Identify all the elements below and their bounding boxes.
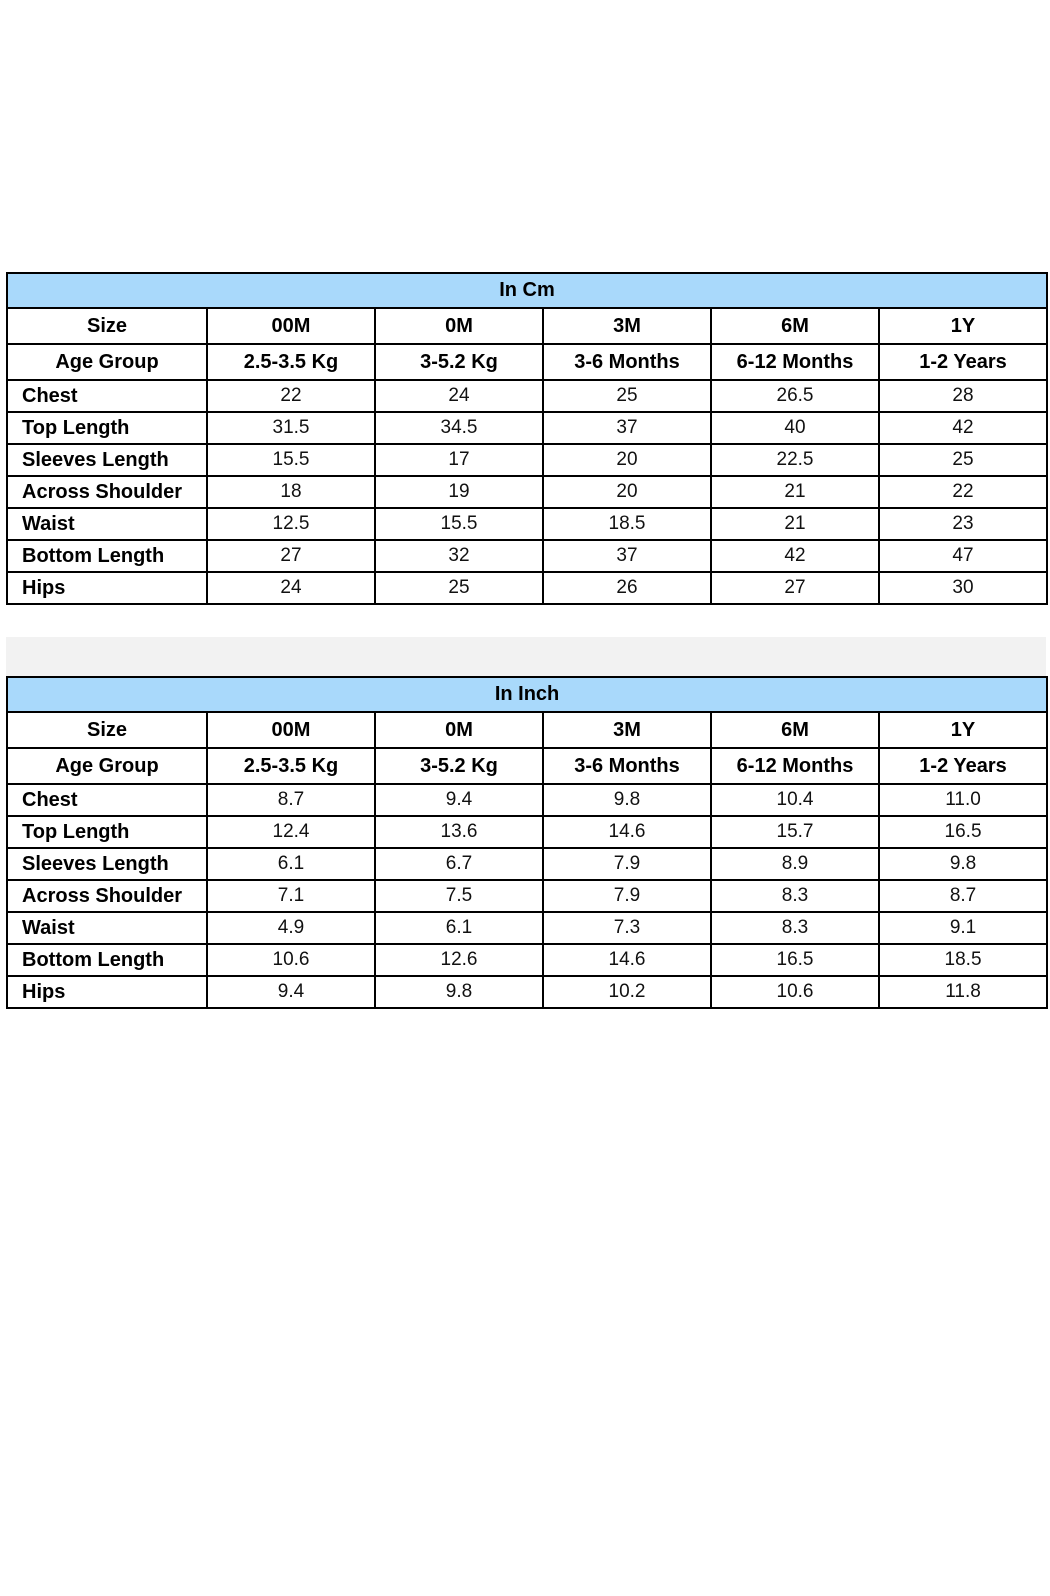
measurement-value: 40 [711, 412, 879, 444]
age-group-header-cell: 1-2 Years [879, 344, 1047, 380]
table-row [7, 476, 1047, 508]
measurement-value: 6.1 [375, 912, 543, 944]
measurement-value: 15.5 [375, 508, 543, 540]
measurement-value: 24 [375, 380, 543, 412]
table-title-row [7, 677, 1047, 712]
measurement-value: 7.5 [375, 880, 543, 912]
measurement-value: 13.6 [375, 816, 543, 848]
age-group-header-cell: 3-5.2 Kg [375, 344, 543, 380]
measurement-value: 7.9 [543, 880, 711, 912]
measurement-value: 10.6 [711, 976, 879, 1008]
measurement-value: 27 [207, 540, 375, 572]
measurement-value: 32 [375, 540, 543, 572]
measurement-label: Sleeves Length [7, 848, 207, 880]
size-chart-cm [6, 272, 1046, 605]
measurement-value: 27 [711, 572, 879, 604]
size-header-cell: 1Y [879, 712, 1047, 748]
measurement-value: 19 [375, 476, 543, 508]
size-header-row [7, 712, 1047, 748]
measurement-value: 8.7 [879, 880, 1047, 912]
measurement-value: 12.4 [207, 816, 375, 848]
size-header-label: Size [7, 308, 207, 344]
measurement-label: Top Length [7, 412, 207, 444]
measurement-value: 14.6 [543, 816, 711, 848]
measurement-value: 26 [543, 572, 711, 604]
table-row [7, 816, 1047, 848]
table-row [7, 912, 1047, 944]
measurement-value: 30 [879, 572, 1047, 604]
measurement-value: 9.1 [879, 912, 1047, 944]
size-table-cm [6, 272, 1048, 605]
measurement-value: 18.5 [879, 944, 1047, 976]
measurement-value: 47 [879, 540, 1047, 572]
measurement-value: 22 [879, 476, 1047, 508]
size-header-label: Size [7, 712, 207, 748]
measurement-value: 7.1 [207, 880, 375, 912]
measurement-value: 9.4 [375, 784, 543, 816]
table-row [7, 880, 1047, 912]
measurement-value: 18 [207, 476, 375, 508]
measurement-value: 8.7 [207, 784, 375, 816]
age-group-header-label: Age Group [7, 344, 207, 380]
measurement-value: 24 [207, 572, 375, 604]
measurement-value: 21 [711, 508, 879, 540]
measurement-value: 16.5 [879, 816, 1047, 848]
measurement-value: 21 [711, 476, 879, 508]
measurement-value: 31.5 [207, 412, 375, 444]
measurement-value: 17 [375, 444, 543, 476]
measurement-value: 37 [543, 540, 711, 572]
table-title-row [7, 273, 1047, 308]
measurement-value: 23 [879, 508, 1047, 540]
measurement-value: 6.1 [207, 848, 375, 880]
measurement-label: Waist [7, 508, 207, 540]
measurement-value: 9.8 [375, 976, 543, 1008]
measurement-value: 20 [543, 444, 711, 476]
measurement-label: Hips [7, 976, 207, 1008]
measurement-value: 42 [879, 412, 1047, 444]
measurement-label: Waist [7, 912, 207, 944]
measurement-value: 10.2 [543, 976, 711, 1008]
measurement-label: Hips [7, 572, 207, 604]
measurement-label: Top Length [7, 816, 207, 848]
table-row [7, 944, 1047, 976]
measurement-value: 22.5 [711, 444, 879, 476]
measurement-value: 10.4 [711, 784, 879, 816]
table-separator [6, 637, 1046, 677]
age-group-header-row [7, 748, 1047, 784]
size-header-cell: 0M [375, 712, 543, 748]
size-table-inch [6, 676, 1048, 1009]
size-header-row [7, 308, 1047, 344]
size-header-cell: 3M [543, 712, 711, 748]
age-group-header-cell: 3-6 Months [543, 344, 711, 380]
measurement-label: Chest [7, 784, 207, 816]
measurement-value: 8.3 [711, 912, 879, 944]
measurement-value: 9.8 [543, 784, 711, 816]
measurement-value: 20 [543, 476, 711, 508]
measurement-label: Sleeves Length [7, 444, 207, 476]
measurement-value: 4.9 [207, 912, 375, 944]
measurement-value: 18.5 [543, 508, 711, 540]
measurement-value: 25 [879, 444, 1047, 476]
measurement-value: 34.5 [375, 412, 543, 444]
table-row [7, 976, 1047, 1008]
size-header-cell: 00M [207, 308, 375, 344]
measurement-label: Across Shoulder [7, 880, 207, 912]
measurement-value: 11.8 [879, 976, 1047, 1008]
measurement-value: 8.9 [711, 848, 879, 880]
measurement-value: 7.3 [543, 912, 711, 944]
size-header-cell: 00M [207, 712, 375, 748]
measurement-value: 6.7 [375, 848, 543, 880]
size-header-cell: 6M [711, 308, 879, 344]
table-row [7, 784, 1047, 816]
measurement-value: 11.0 [879, 784, 1047, 816]
size-header-cell: 0M [375, 308, 543, 344]
size-header-cell: 3M [543, 308, 711, 344]
age-group-header-cell: 2.5-3.5 Kg [207, 344, 375, 380]
measurement-value: 42 [711, 540, 879, 572]
size-header-cell: 6M [711, 712, 879, 748]
table-title: In Inch [7, 677, 1047, 712]
age-group-header-cell: 2.5-3.5 Kg [207, 748, 375, 784]
measurement-label: Chest [7, 380, 207, 412]
measurement-label: Bottom Length [7, 540, 207, 572]
measurement-value: 9.8 [879, 848, 1047, 880]
measurement-value: 25 [375, 572, 543, 604]
table-row [7, 444, 1047, 476]
age-group-header-cell: 6-12 Months [711, 748, 879, 784]
measurement-value: 22 [207, 380, 375, 412]
table-row [7, 540, 1047, 572]
age-group-header-cell: 3-6 Months [543, 748, 711, 784]
table-row [7, 572, 1047, 604]
measurement-value: 8.3 [711, 880, 879, 912]
table-row [7, 508, 1047, 540]
size-header-cell: 1Y [879, 308, 1047, 344]
measurement-value: 25 [543, 380, 711, 412]
age-group-header-row [7, 344, 1047, 380]
table-row [7, 380, 1047, 412]
table-row [7, 412, 1047, 444]
age-group-header-cell: 1-2 Years [879, 748, 1047, 784]
age-group-header-cell: 3-5.2 Kg [375, 748, 543, 784]
measurement-value: 16.5 [711, 944, 879, 976]
table-row [7, 848, 1047, 880]
measurement-value: 15.5 [207, 444, 375, 476]
measurement-value: 9.4 [207, 976, 375, 1008]
table-title: In Cm [7, 273, 1047, 308]
measurement-value: 7.9 [543, 848, 711, 880]
measurement-label: Bottom Length [7, 944, 207, 976]
measurement-value: 14.6 [543, 944, 711, 976]
size-chart-inch [6, 676, 1046, 1009]
measurement-value: 28 [879, 380, 1047, 412]
measurement-value: 15.7 [711, 816, 879, 848]
measurement-value: 37 [543, 412, 711, 444]
age-group-header-label: Age Group [7, 748, 207, 784]
measurement-value: 12.5 [207, 508, 375, 540]
measurement-label: Across Shoulder [7, 476, 207, 508]
measurement-value: 26.5 [711, 380, 879, 412]
age-group-header-cell: 6-12 Months [711, 344, 879, 380]
measurement-value: 10.6 [207, 944, 375, 976]
measurement-value: 12.6 [375, 944, 543, 976]
